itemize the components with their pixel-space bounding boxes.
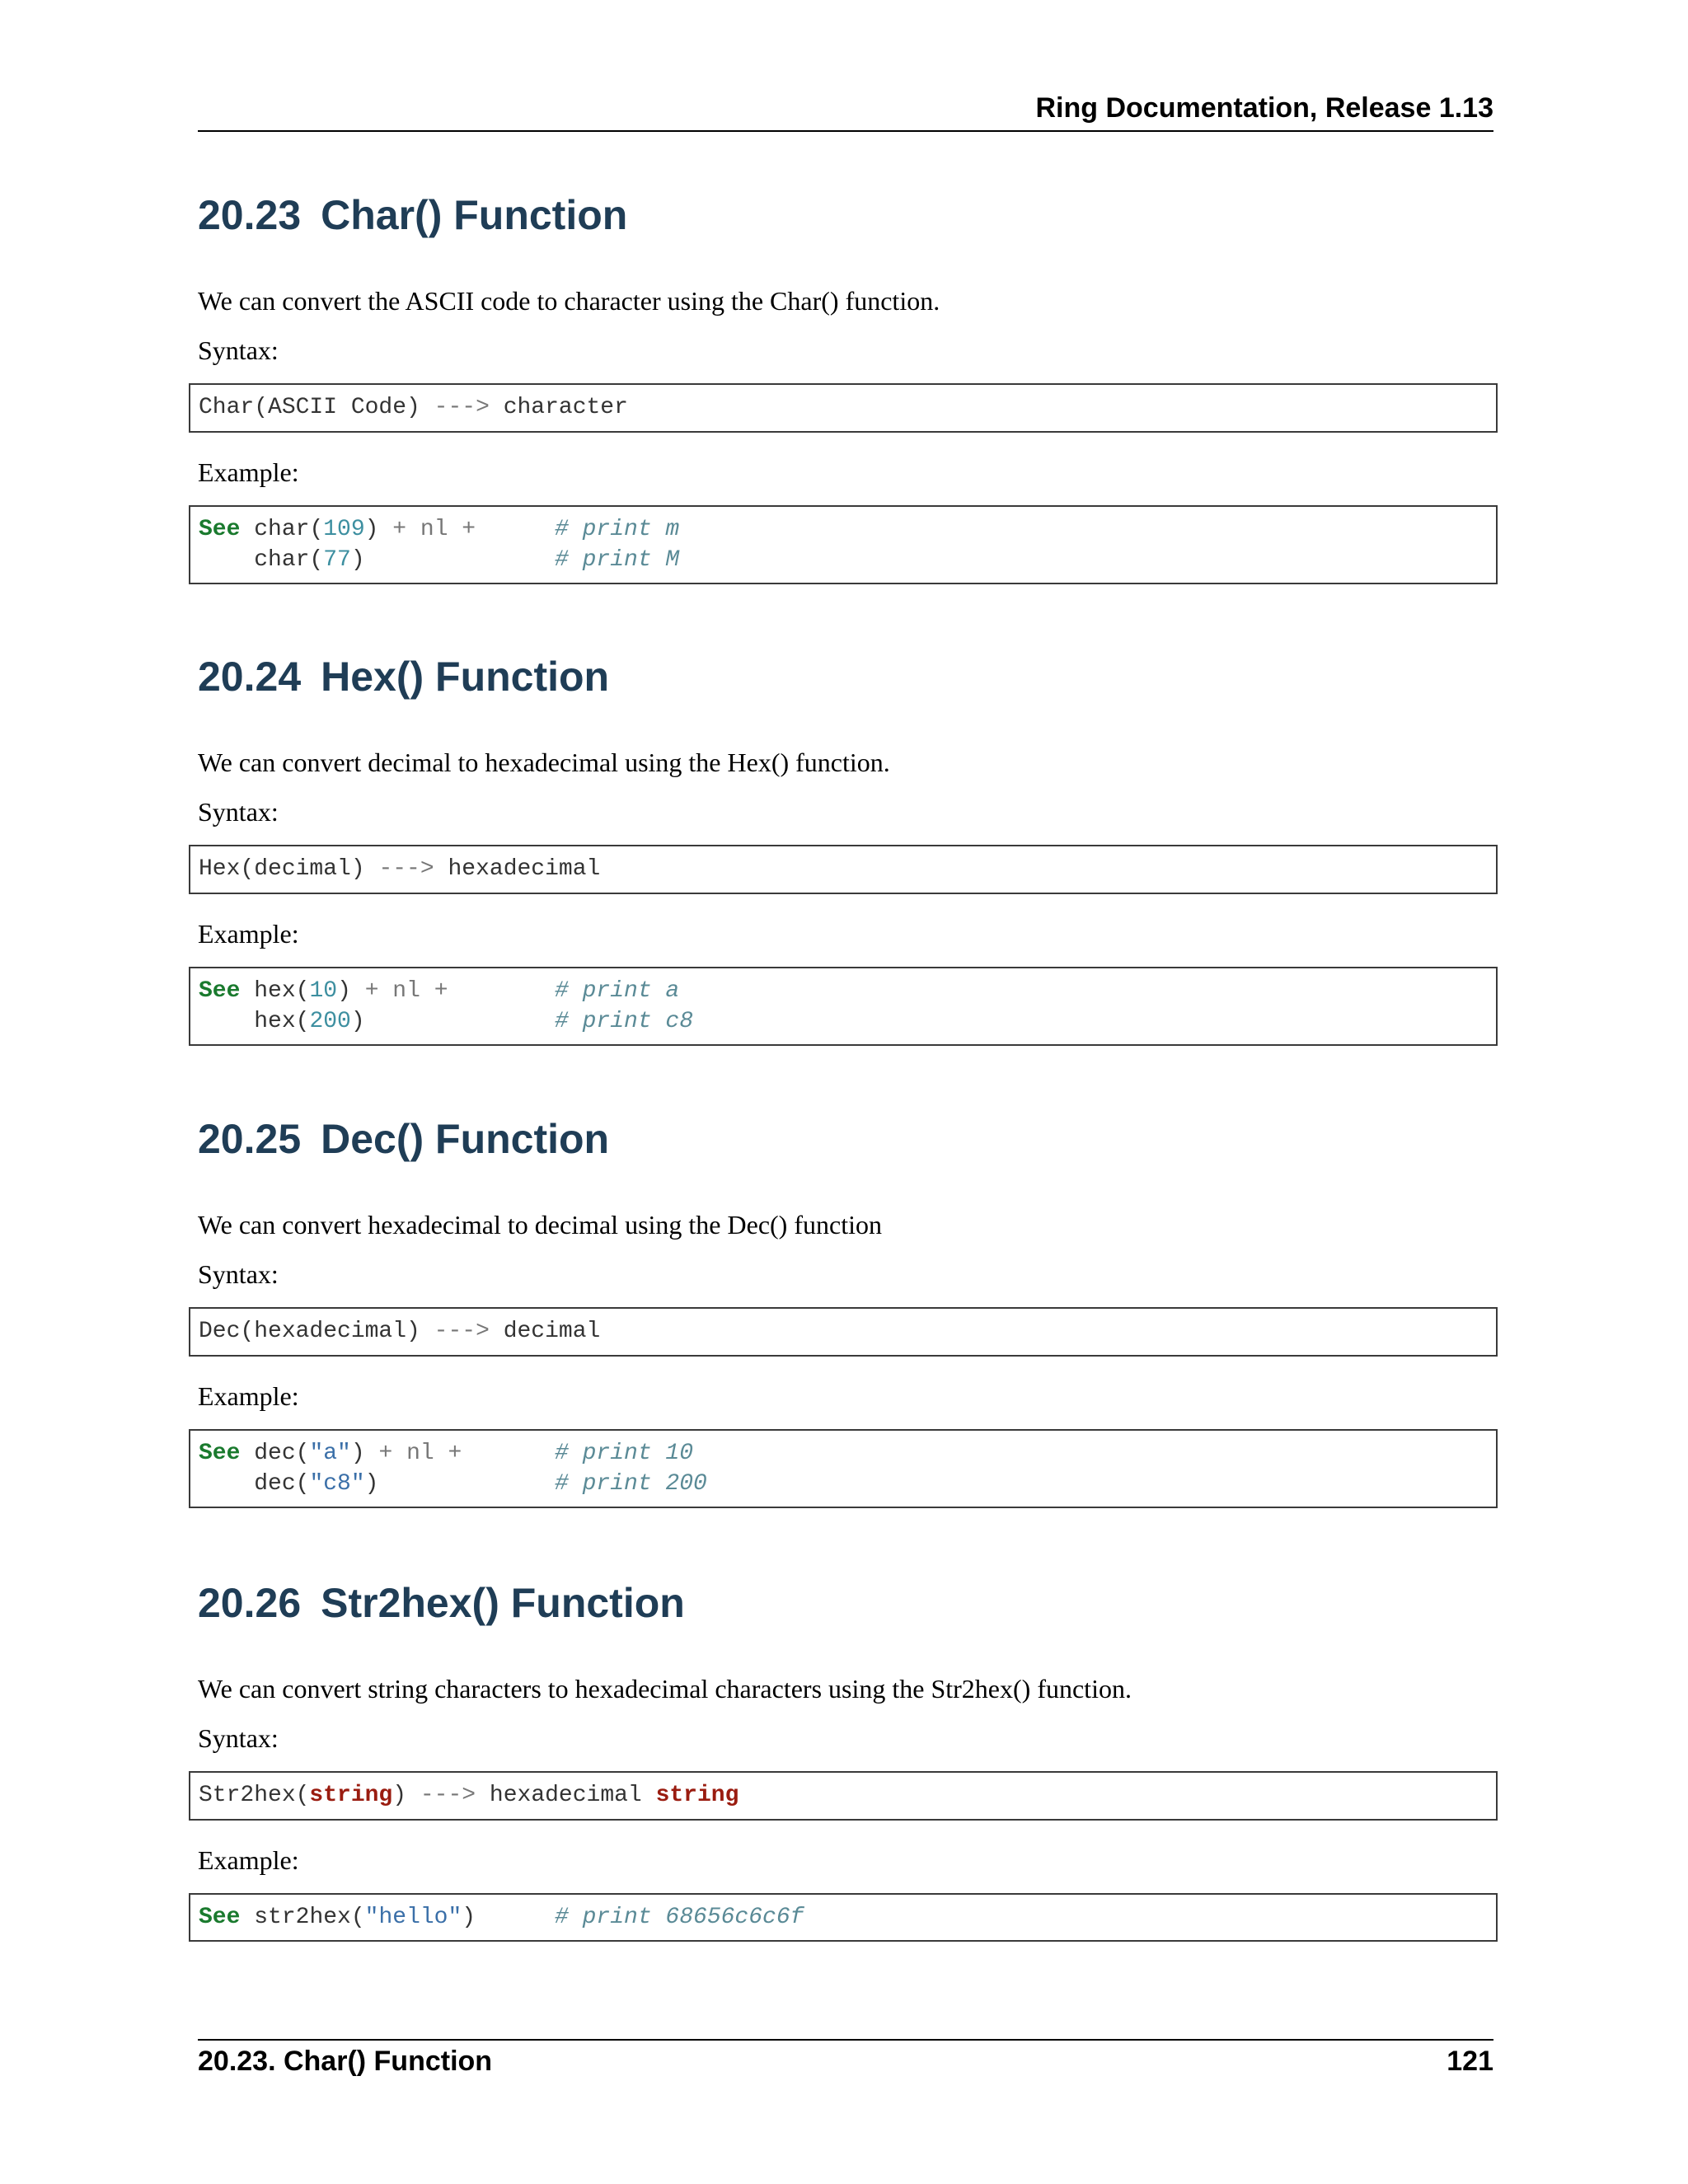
code-paren: ): [462, 1905, 476, 1930]
code-keyword-see: See: [199, 517, 241, 542]
code-type: string: [309, 1783, 393, 1808]
code-result: hexadecimal: [448, 856, 601, 882]
code-result: character: [503, 395, 628, 420]
code-comment: # print m: [555, 517, 680, 542]
code-string: "c8": [309, 1471, 365, 1497]
section-heading: [198, 653, 609, 701]
syntax-label: Syntax:: [198, 797, 279, 827]
section-heading: [198, 1115, 609, 1163]
code-number: 77: [323, 547, 351, 573]
code-fn: Str2hex(: [199, 1783, 310, 1808]
code-fn: dec(: [254, 1441, 310, 1466]
section-number: 20.24: [198, 654, 302, 700]
code-paren: ): [364, 1471, 379, 1497]
running-header: Ring Documentation, Release 1.13: [1035, 92, 1493, 124]
example-label: Example:: [198, 457, 299, 487]
code-string: "a": [309, 1441, 351, 1466]
code-fn: hex(: [254, 1009, 310, 1034]
syntax-label: Syntax:: [198, 1259, 279, 1289]
footer-rule: [198, 2039, 1493, 2041]
code-result: hexadecimal: [489, 1783, 642, 1808]
code-keyword-see: See: [199, 1905, 241, 1930]
code-comment: # print M: [555, 547, 680, 573]
code-paren: ): [337, 978, 351, 1004]
code-call: Char(ASCII Code): [199, 395, 420, 420]
example-code-block: [189, 967, 1498, 1046]
code-fn: dec(: [254, 1471, 310, 1497]
code-keyword-see: See: [199, 978, 241, 1004]
section-title-text: Char() Function: [321, 192, 628, 238]
code-operator: + nl +: [364, 978, 448, 1004]
code-paren: ): [392, 1783, 407, 1808]
section-title-text: Str2hex() Function: [321, 1580, 685, 1626]
code-paren: ): [350, 1441, 365, 1466]
syntax-code-block: [189, 845, 1498, 894]
code-string: "hello": [364, 1905, 462, 1930]
code-keyword-see: See: [199, 1441, 241, 1466]
intro-paragraph: We can convert the ASCII code to character using the Char() function.: [198, 286, 940, 316]
code-fn: str2hex(: [254, 1905, 365, 1930]
section-title-text: Dec() Function: [321, 1116, 610, 1162]
syntax-label: Syntax:: [198, 335, 279, 365]
code-paren: ): [364, 517, 379, 542]
code-call: Dec(hexadecimal): [199, 1319, 420, 1344]
syntax-code-block: [189, 1307, 1498, 1357]
code-comment: # print 200: [555, 1471, 707, 1497]
example-label: Example:: [198, 1845, 299, 1875]
code-call: Hex(decimal): [199, 856, 365, 882]
example-code-block: [189, 505, 1498, 584]
code-fn: char(: [254, 547, 324, 573]
intro-paragraph: We can convert string characters to hexadecimal characters using the Str2hex() function.: [198, 1674, 1132, 1704]
code-comment: # print a: [555, 978, 680, 1004]
code-fn: hex(: [254, 978, 310, 1004]
syntax-label: Syntax:: [198, 1723, 279, 1753]
section-number: 20.26: [198, 1580, 302, 1626]
syntax-code-block: [189, 1771, 1498, 1821]
code-comment: # print 10: [555, 1441, 694, 1466]
code-arrow: --->: [434, 395, 490, 420]
intro-paragraph: We can convert hexadecimal to decimal using the Dec() function: [198, 1210, 882, 1240]
code-comment: # print 68656c6c6f: [555, 1905, 804, 1930]
code-paren: ): [350, 1009, 365, 1034]
example-label: Example:: [198, 919, 299, 949]
code-fn: char(: [254, 517, 324, 542]
header-rule: [198, 130, 1493, 132]
code-operator: + nl +: [378, 1441, 462, 1466]
code-number: 10: [309, 978, 338, 1004]
section-number: 20.25: [198, 1116, 302, 1162]
code-arrow: --->: [434, 1319, 490, 1344]
page-number: 121: [1447, 2046, 1493, 2077]
section-number: 20.23: [198, 192, 302, 238]
section-heading: [198, 1579, 685, 1627]
code-number: 200: [309, 1009, 351, 1034]
code-result: decimal: [503, 1319, 601, 1344]
code-paren: ): [350, 547, 365, 573]
intro-paragraph: We can convert decimal to hexadecimal using the Hex() function.: [198, 748, 890, 777]
code-arrow: --->: [420, 1783, 476, 1808]
code-number: 109: [323, 517, 365, 542]
example-label: Example:: [198, 1381, 299, 1411]
code-operator: + nl +: [392, 517, 476, 542]
code-type: string: [655, 1783, 739, 1808]
example-code-block: [189, 1893, 1498, 1942]
section-title-text: Hex() Function: [321, 654, 610, 700]
syntax-code-block: [189, 383, 1498, 433]
footer-section-title: 20.23. Char() Function: [198, 2046, 493, 2077]
code-arrow: --->: [378, 856, 434, 882]
code-comment: # print c8: [555, 1009, 694, 1034]
example-code-block: [189, 1429, 1498, 1508]
section-heading: [198, 191, 627, 239]
